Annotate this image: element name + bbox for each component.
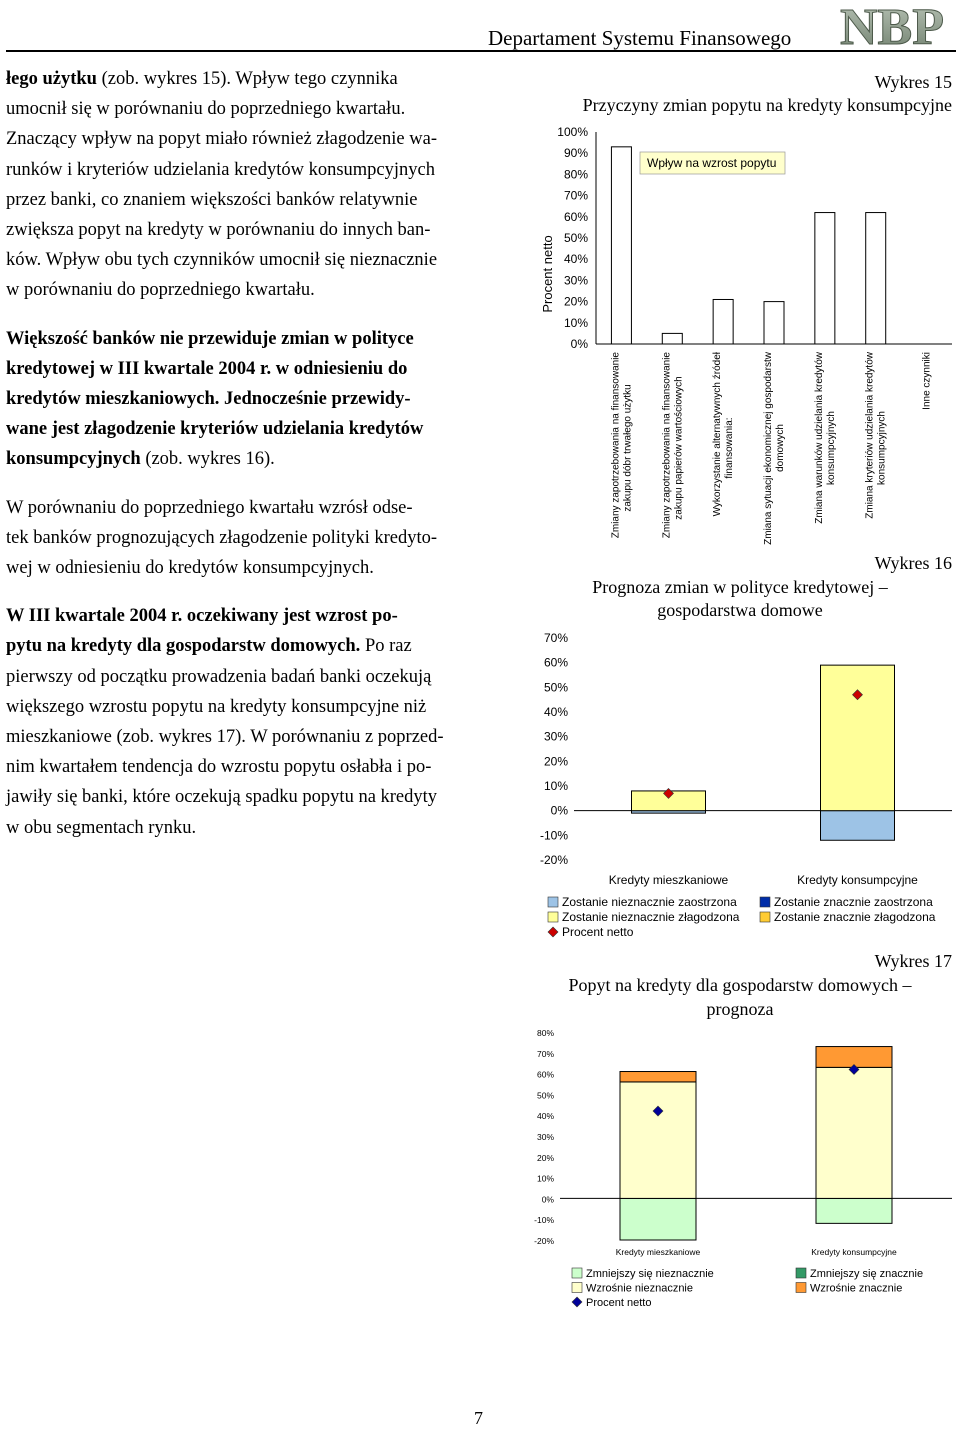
c17-ytick: 60% [536,1069,554,1080]
chart17-label: Wykres 17 [874,951,952,971]
c16-ytick: 50% [543,680,568,695]
p1-line: Znaczący wpływ na popyt miało również złagodzenie wa- [6,129,437,150]
chart-wykres-17 [500,945,958,1315]
p4-line: jawiły się banki, które oczekują spadku popytu na kredyty [6,787,438,808]
c17-ytick: 0% [541,1194,554,1205]
c16-bar-segment [821,665,895,811]
chart15-ytick: 100% [557,125,588,139]
chart15-category-label: Zmiany zapotrzebowania na finansowaniezakupu papierów wartościowych [661,352,685,539]
c17-ytick: -10% [534,1215,554,1226]
chart15-category-label: Wykorzystanie alternatywnych źródełfinansowania: [712,352,736,517]
p3-line: wej w odniesieniu do kredytów konsumpcyjnych. [6,558,374,579]
c16-legend-label: Zostanie znacznie złagodzona [774,910,936,924]
c17-ytick: 20% [536,1152,554,1163]
c17-category-label: Kredyty konsumpcyjne [811,1247,897,1257]
chart15-category-label: Zmiana kryteriów udzielania kredytówkonsumpcyjnych [864,352,888,519]
c17-legend-swatch [796,1268,806,1278]
p1-line: w porównaniu do poprzedniego kwartału. [6,280,315,301]
c17-legend-net-marker [572,1297,582,1307]
c17-legend-label: Wzrośnie znacznie [810,1282,903,1295]
p1-line: runków i kryteriów udzielania kredytów konsumpcyjnych [6,159,435,180]
p1-line: przez banki, co znaniem większości banków relatywnie [6,189,418,210]
p4-line: nim kwartałem tendencja do wzrostu popytu osłabła i po- [6,757,432,778]
chart15-bar [815,213,835,344]
paragraph-2 [6,324,490,475]
chart16-title-line: Prognoza zmian w polityce kredytowej – [592,577,888,597]
p4-line: mieszkaniowe (zob. wykres 17). W porównaniu z poprzed- [6,727,444,748]
p1-line: umocnił się w porównaniu do poprzedniego kwartału. [6,99,406,120]
c16-legend-label: Zostanie nieznacznie zaostrzona [562,895,737,909]
p4-line: pytu na kredyty dla gospodarstw domowych. Po raz [6,636,412,657]
c17-legend-label: Procent netto [586,1297,652,1309]
p1-line: łego użytku (zob. wykres 15). Wpływ tego czynnika [6,69,398,89]
chart15-category-label: Inne czynniki [921,352,933,410]
c16-legend-swatch [760,897,770,907]
p4-line: W III kwartale 2004 r. oczekiwany jest wzrost po- [6,606,398,627]
chart15-ytick: 40% [563,252,588,267]
logo-text: NBP [840,0,944,50]
chart17-title-line: Popyt na kredyty dla gospodarstw domowych – [568,975,912,995]
p2-line: Większość banków nie przewiduje zmian w polityce [6,328,414,349]
c17-category-label: Kredyty mieszkaniowe [615,1247,701,1257]
c16-ytick: 40% [543,705,568,719]
chart15-ytick: 30% [563,273,588,288]
c16-ytick: 10% [543,779,568,793]
c16-ytick: 20% [543,754,568,769]
c16-legend-label: Zostanie znacznie zaostrzona [774,895,933,909]
header-rule [6,50,956,52]
chart15-bar [662,333,682,344]
c16-legend-swatch [760,912,770,922]
body-text-column [6,64,490,843]
p4-line: pierwszy od początku prowadzenia badań banki oczekują [6,666,432,687]
chart16-title-line: gospodarstwa domowe [657,600,823,620]
c16-legend-swatch [548,897,558,907]
page-number: 7 [474,1408,483,1428]
chart15-annotation: Wpływ na wzrost popytu [647,156,777,170]
c17-bar-segment [620,1082,696,1198]
chart15-ytick: 20% [563,294,588,309]
chart15-ytick: 10% [563,315,588,330]
c17-legend-label: Zmniejszy się nieznacznie [586,1268,714,1280]
c17-legend-label: Zmniejszy się znacznie [810,1268,924,1280]
p1-line: ków. Wpływ obu tych czynników umocnił się nieznacznie [6,250,438,271]
c17-ytick: 30% [536,1132,554,1142]
c16-ytick: 70% [543,631,568,645]
c17-bar-segment [816,1198,892,1223]
chart15-category-label: Zmiany zapotrzebowania na finansowaniezakupu dóbr trwałego użytku [610,352,634,539]
chart15-ytick: 90% [563,146,588,161]
chart15-ylabel: Procent netto [540,235,555,313]
c16-legend-label: Zostanie nieznacznie złagodzona [562,910,740,924]
nbp-logo [832,0,954,50]
chart15-ytick: 70% [563,188,588,203]
chart-wykres-16 [500,550,958,945]
header-title: Departament Systemu Finansowego [488,26,792,50]
c17-ytick: 80% [536,1028,554,1038]
chart16-label: Wykres 16 [874,553,952,573]
c17-bar-segment [816,1067,892,1198]
p4-line: w obu segmentach rynku. [6,817,197,838]
c17-legend-swatch [796,1283,806,1293]
chart15-category-label: Zmiana sytuacji ekonomicznej gospodarstwdomowych [763,352,786,545]
c17-bar-segment [620,1072,696,1082]
p1-line: zwiększa popyt na kredyty w porównaniu do innych ban- [6,220,431,241]
p3-line: tek banków prognozujących złagodzenie polityki kredyto- [6,527,438,548]
chart15-bar [764,302,784,344]
c17-bar-segment [620,1198,696,1240]
chart15-ytick: 80% [563,167,588,182]
paragraph-3 [6,493,490,584]
c16-legend-label: Procent netto [562,925,634,939]
p2-line: wane jest złagodzenie kryteriów udzielania kredytów [6,419,424,440]
chart15-ytick: 60% [563,209,588,224]
chart15-bar [866,213,886,344]
c16-ytick: -10% [539,828,568,843]
c17-legend-label: Wzrośnie nieznacznie [586,1282,693,1295]
c16-category-label: Kredyty mieszkaniowe [608,873,729,887]
c16-bar-segment [821,811,895,841]
chart15-ytick: 50% [563,231,588,245]
p2-line: kredytowej w III kwartale 2004 r. w odniesieniu do [6,358,408,379]
chart15-title: Przyczyny zmian popytu na kredyty konsumpcyjne [582,95,952,115]
c16-legend-net-marker [548,927,558,937]
c16-category-label: Kredyty konsumpcyjne [797,873,918,887]
c16-ytick: 0% [550,803,568,818]
c17-ytick: 10% [536,1173,554,1184]
chart15-bar [611,147,631,344]
chart-wykres-15 [500,64,958,549]
c17-ytick: -20% [534,1236,554,1246]
paragraph-4 [6,601,490,843]
p2-line: konsumpcyjnych (zob. wykres 16). [6,449,275,470]
chart15-category-label: Zmiana warunków udzielania kredytówkonsumpcyjnych [813,352,837,524]
p4-line: większego wzrostu popytu na kredyty konsumpcyjne niż [6,696,427,717]
chart15-label: Wykres 15 [874,72,952,92]
paragraph-1 [6,64,490,306]
c17-ytick: 50% [536,1090,554,1101]
c17-ytick: 40% [536,1111,554,1122]
chart15-bar [713,299,733,344]
p3-line: W porównaniu do poprzedniego kwartału wzrósł odse- [6,497,413,518]
p2-line: kredytów mieszkaniowych. Jednocześnie przewidy- [6,389,411,410]
c16-ytick: 30% [543,729,568,744]
c16-legend-swatch [548,912,558,922]
c16-ytick: 60% [543,655,568,670]
chart17-title-line: prognoza [706,999,774,1019]
c17-legend-swatch [572,1268,582,1278]
c17-legend-swatch [572,1283,582,1293]
chart15-ytick: 0% [570,337,588,351]
c16-ytick: -20% [539,853,568,867]
c17-ytick: 70% [536,1048,554,1059]
